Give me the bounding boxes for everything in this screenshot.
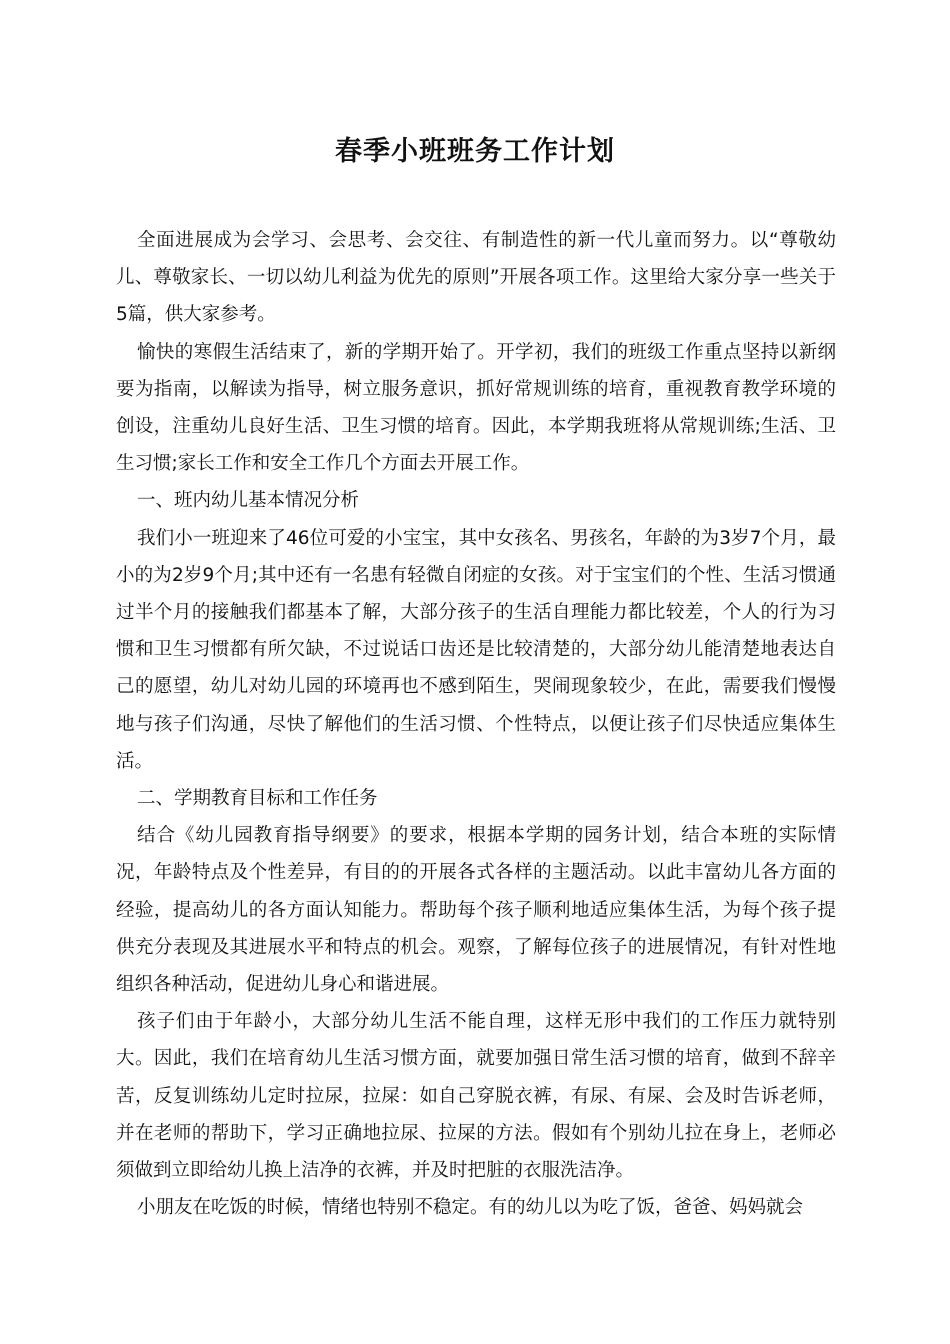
document-title: 春季小班班务工作计划 [335,136,615,167]
section-heading-1: 一、班内幼儿基本情况分析 [137,490,360,512]
semester-start-paragraph: 愉快的寒假生活结束了，新的学期开始了。开学初，我们的班级工作重点坚持以新纲要为指南，以解读为指导，树立服务意识，抓好常规训练的培育，重视教育教学环境的创设，注重幼儿良好生活、卫生习惯的培育。因此，本学期我班将从常规训练;生活、卫生习惯;家长工作和安全工作几个方面去开展工作。 [116,341,836,475]
intro-paragraph: 全面进展成为会学习、会思考、会交往、有制造性的新一代儿童而努力。以“尊敬幼儿、尊敬家长、一切以幼儿利益为优先的原则”开展各项工作。这里给大家分享一些关于5篇，供大家参考。 [116,230,836,326]
living-habits-paragraph: 孩子们由于年龄小，大部分幼儿生活不能自理，这样无形中我们的工作压力就特别大。因此，我们在培育幼儿生活习惯方面，就要加强日常生活习惯的培育，做到不辞辛苦，反复训练幼儿定时拉尿，拉屎：如自己穿脱衣裤，有尿、有屎、会及时告诉老师，并在老师的帮助下，学习正确地拉尿、拉屎的方法。假如有个别幼儿拉在身上，老师必须做到立即给幼儿换上洁净的衣裤，并及时把脏的衣服洗洁净。 [116,1011,836,1182]
mealtime-paragraph: 小朋友在吃饭的时候，情绪也特别不稳定。有的幼儿以为吃了饭，爸爸、妈妈就会 [137,1197,804,1219]
education-goals-paragraph: 结合《幼儿园教育指导纲要》的要求，根据本学期的园务计划，结合本班的实际情况，年龄特点及个性差异，有目的的开展各式各样的主题活动。以此丰富幼儿各方面的经验，提高幼儿的各方面认知能力。帮助每个孩子顺利地适应集体生活，为每个孩子提供充分表现及其进展水平和特点的机会。观察，了解每位孩子的进展情况，有针对性地组织各种活动，促进幼儿身心和谐进展。 [116,825,836,996]
document-body [116,222,836,1226]
section-heading-2: 二、学期教育目标和工作任务 [137,788,378,810]
class-situation-paragraph: 我们小一班迎来了46位可爱的小宝宝，其中女孩名、男孩名，年龄的为3岁7个月，最小的为2岁9个月;其中还有一名患有轻微自闭症的女孩。对于宝宝们的个性、生活习惯通过半个月的接触我们都基本了解，大部分孩子的生活自理能力都比较差，个人的行为习惯和卫生习惯都有所欠缺，不过说话口齿还是比较清楚的，大部分幼儿能清楚地表达自己的愿望，幼儿对幼儿园的环境再也不感到陌生，哭闹现象较少，在此，需要我们慢慢地与孩子们沟通，尽快了解他们的生活习惯、个性特点，以便让孩子们尽快适应集体生活。 [116,527,836,772]
